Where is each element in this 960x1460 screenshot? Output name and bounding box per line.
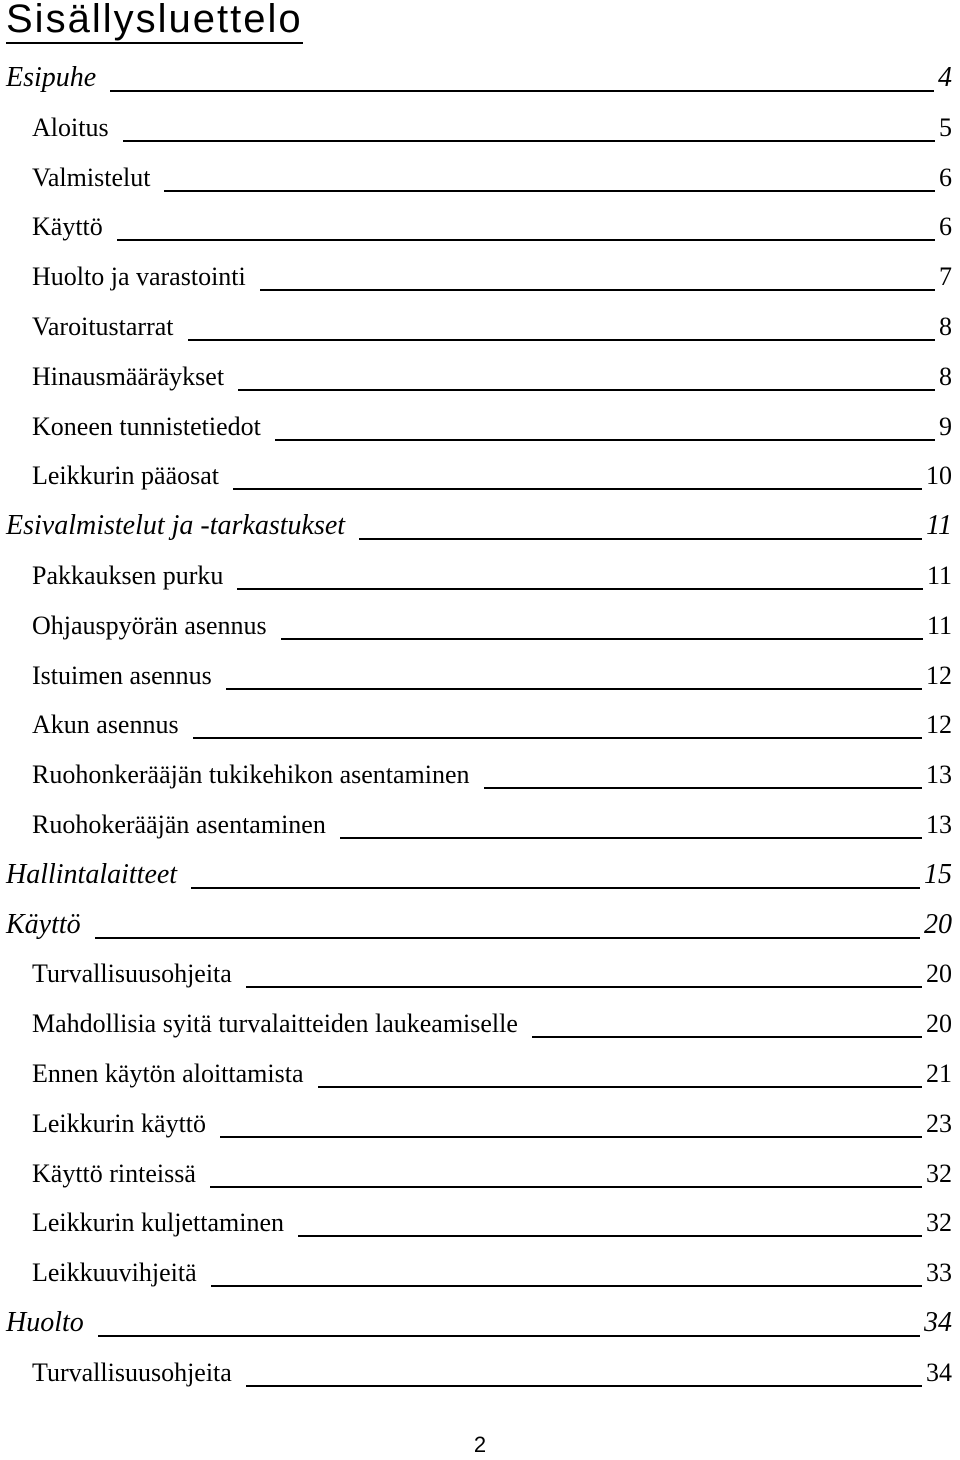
toc-entry[interactable] [32, 112, 952, 144]
toc-entry[interactable] [32, 610, 952, 642]
toc-entry-label: Valmistelut [32, 162, 151, 192]
toc-entry-label: Käyttö [6, 908, 81, 940]
toc-entry-label: Ennen käytön aloittamista [32, 1059, 304, 1088]
toc-entry-page: 6 [939, 212, 952, 242]
toc-entry-page: 11 [926, 561, 952, 590]
toc-leader-line [193, 737, 922, 739]
toc-entry-label: Leikkurin käyttö [32, 1108, 207, 1138]
toc-entry-label: Ruohonkerääjän tukikehikon asentaminen [32, 760, 470, 790]
toc-entry-page: 20 [926, 1009, 952, 1039]
toc-entry-page: 11 [926, 610, 952, 640]
toc-entry-page: 10 [926, 461, 952, 491]
toc-entry-label: Akun asennus [32, 710, 179, 740]
toc-entry[interactable] [32, 1207, 952, 1239]
toc-leader-line [340, 837, 922, 839]
toc-leader-line [233, 488, 922, 490]
toc-leader-line [275, 439, 935, 441]
page-number: 2 [473, 1432, 487, 1457]
toc-leader-line [226, 688, 922, 690]
toc-leader-line [188, 339, 935, 341]
toc-section[interactable] [6, 1307, 952, 1339]
toc-entry[interactable] [32, 460, 952, 492]
toc-leader-line [110, 90, 934, 92]
toc-entry[interactable] [32, 1008, 952, 1040]
toc-entry[interactable] [32, 162, 952, 194]
toc-section[interactable] [6, 510, 952, 542]
toc-entry-label: Aloitus [32, 112, 109, 142]
toc-entry-label: Esivalmistelut ja -tarkastukset [6, 510, 346, 542]
toc-entry-label: Leikkurin pääosat [32, 461, 219, 491]
toc-leader-line [220, 1136, 922, 1138]
toc-entry-label: Huolto [6, 1307, 84, 1338]
toc-leader-line [318, 1086, 923, 1088]
toc-entry-page: 20 [924, 908, 952, 940]
toc-entry[interactable] [32, 709, 952, 741]
toc-leader-line [246, 1385, 922, 1387]
toc-leader-line [238, 389, 935, 391]
toc-leader-line [95, 937, 920, 939]
toc-entry-label: Käyttö [32, 212, 103, 242]
toc-leader-line [532, 1036, 922, 1038]
toc-leader-line [123, 140, 935, 142]
toc-entry-page: 20 [926, 959, 952, 989]
toc-entry[interactable] [32, 1257, 952, 1289]
toc-entry[interactable] [32, 958, 952, 990]
toc-entry[interactable] [32, 759, 952, 791]
toc-entry[interactable] [32, 1357, 952, 1389]
toc-entry-page: 13 [926, 810, 952, 839]
toc-entry-label: Ruohokerääjän asentaminen [32, 810, 326, 839]
toc-entry-label: Koneen tunnistetiedot [32, 411, 261, 441]
toc-entry-page: 32 [926, 1208, 952, 1238]
toc-entry-page: 11 [926, 510, 952, 542]
toc-entry-page: 5 [939, 112, 952, 142]
toc-leader-line [260, 289, 935, 291]
toc-entry-label: Hallintalaitteet [6, 858, 178, 890]
toc-leader-line [237, 588, 923, 590]
toc-entry-page: 6 [939, 162, 952, 192]
toc-entry-label: Turvallisuusohjeita [32, 1357, 232, 1387]
toc-section[interactable] [6, 62, 952, 94]
toc-entry-label: Leikkuuvihjeitä [32, 1258, 197, 1288]
toc-entry-page: 9 [939, 411, 952, 441]
toc-entry-page: 34 [924, 1307, 952, 1338]
toc-leader-line [246, 986, 922, 988]
toc-entry-page: 32 [926, 1158, 952, 1188]
toc-entry-page: 15 [924, 858, 952, 890]
toc-entry-page: 34 [926, 1357, 952, 1387]
toc-entry-label: Huolto ja varastointi [32, 262, 246, 292]
toc-entry-page: 8 [939, 361, 952, 391]
toc-entry-page: 13 [926, 760, 952, 790]
toc-entry[interactable] [32, 311, 952, 343]
toc-entry[interactable] [32, 211, 952, 243]
toc-entry[interactable] [32, 261, 952, 293]
toc-entry[interactable] [32, 809, 952, 841]
toc-leader-line [191, 887, 920, 889]
toc-entry-page: 12 [926, 660, 952, 690]
toc-entry-page: 12 [926, 710, 952, 740]
page-title: Sisällysluettelo [6, 0, 303, 44]
toc-entry-label: Turvallisuusohjeita [32, 959, 232, 989]
toc-entry-label: Mahdollisia syitä turvalaitteiden laukeamiselle [32, 1009, 518, 1039]
toc-entry-page: 8 [939, 312, 952, 341]
toc-leader-line [211, 1285, 922, 1287]
toc-leader-line [484, 787, 922, 789]
toc-entry-label: Ohjauspyörän asennus [32, 610, 267, 640]
toc-section[interactable] [6, 909, 952, 941]
toc-entry[interactable] [32, 1058, 952, 1090]
toc-leader-line [117, 239, 935, 241]
toc-entry-page: 33 [926, 1258, 952, 1288]
toc-entry-page: 21 [926, 1059, 952, 1088]
toc-entry-label: Hinausmääräykset [32, 361, 225, 391]
toc-entry-label: Käyttö rinteissä [32, 1158, 196, 1188]
toc-entry-label: Leikkurin kuljettaminen [32, 1208, 284, 1238]
toc-leader-line [164, 190, 935, 192]
toc-entry-label: Esipuhe [6, 62, 97, 93]
toc-section[interactable] [6, 859, 952, 891]
toc-entry[interactable] [32, 411, 952, 443]
toc-leader-line [281, 638, 923, 640]
toc-entry-label: Pakkauksen purku [32, 561, 224, 590]
toc-entry-label: Istuimen asennus [32, 660, 212, 690]
toc-leader-line [298, 1235, 922, 1237]
toc-entry[interactable] [32, 361, 952, 393]
toc-entry[interactable] [32, 660, 952, 692]
toc-entry-page: 23 [926, 1108, 952, 1138]
toc-leader-line [359, 538, 922, 540]
toc-entry[interactable] [32, 1108, 952, 1140]
toc-entry-page: 4 [938, 62, 952, 93]
toc-leader-line [210, 1186, 922, 1188]
toc-entry-page: 7 [939, 262, 952, 292]
toc-entry-label: Varoitustarrat [32, 312, 174, 341]
toc-entry[interactable] [32, 1158, 952, 1190]
toc-entry[interactable] [32, 560, 952, 592]
toc-leader-line [98, 1335, 920, 1337]
